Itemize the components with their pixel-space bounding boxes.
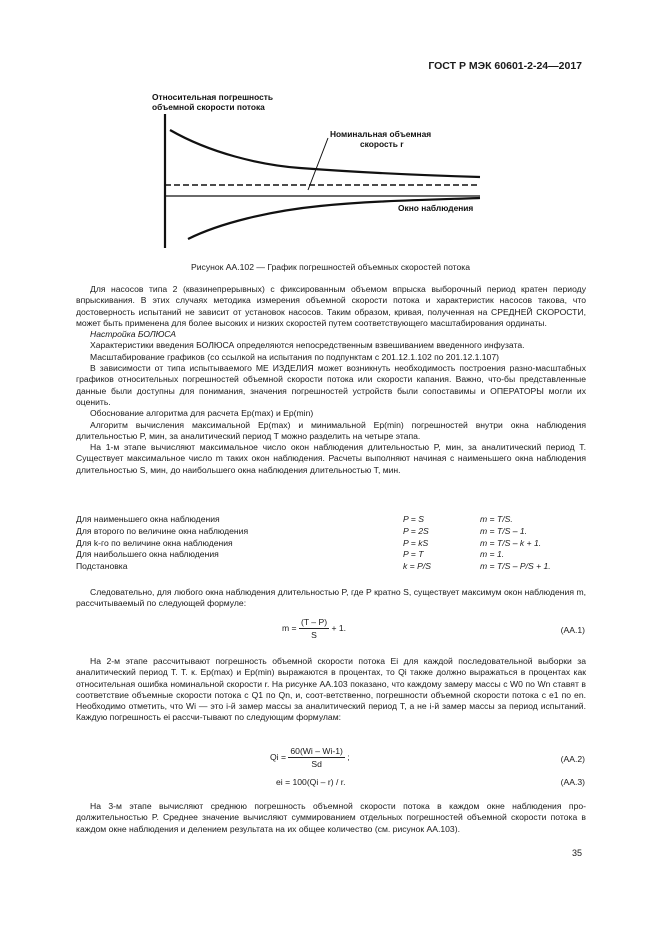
formula-aa2-number: (АА.2): [560, 754, 585, 764]
formula-aa1-lhs: m =: [282, 622, 297, 633]
table-row: [76, 514, 586, 526]
formula-aa1-denominator: S: [311, 630, 317, 640]
body-block-1: [76, 284, 586, 476]
paragraph-p11-block: [76, 801, 586, 835]
row-p: P = S: [403, 514, 424, 524]
formula-aa2-lhs: Qi =: [270, 751, 286, 762]
paragraph-p6: Обоснование алгоритма для расчета Ep(max) и Ep(min): [90, 408, 314, 419]
table-row: [76, 538, 586, 550]
row-p: P = kS: [403, 537, 429, 548]
row-m: m = T/S – 1.: [480, 525, 528, 536]
formula-aa3-number: (АА.3): [560, 777, 585, 787]
table-row: [76, 561, 586, 573]
row-m: m = T/S – P/S + 1.: [480, 561, 551, 572]
paragraph-p7: Алгоритм вычисления максимальной Ep(max) и минимальной Ep(min) погрешностей внутри окна наблюдения длительностью P, мин, за аналитический период T можно разделить на четыре этапа.: [76, 419, 586, 441]
row-m: m = 1.: [480, 549, 505, 560]
paragraph-p3: Характеристики введения БОЛЮСА определяются непосредственным взвешиванием введенного инфузата.: [90, 340, 525, 351]
paragraph-p10: На 2-м этапе рассчитывают погрешность объемной скорости потока Ei для каждой последовательной выборки за аналитический период T. Т. к. Ep(max) и Ep(min) выражаются в процентах, то Qi также должно выражаться в процентах как относительная ошибка номинальной скорости r. На рисунке АА.103 показано, что каждому замеру массы с W0 по Wn ставят в соответствие объемные скорости потока с Q1 по Qn, и, соот-ветственно, погрешности объемной скорости потока с e1 по en. Необходимо отметить, что Wi — это i-й замер массы за аналитический период T, а не i-й замер массы за период испытаний. Каждую погрешность ei рассчи-тывают по следующим формулам:: [76, 656, 586, 723]
row-label: Для наибольшего окна наблюдения: [76, 549, 219, 560]
formula-aa1-number: (АА.1): [560, 625, 585, 635]
paragraph-p8: На 1-м этапе вычисляют максимальное число окон наблюдения длительностью P, мин, за аналитический период T. Существует максимальное число m таких окон наблюдения. Расчеты выполняют начиная с наименьшего окна наблюдения длительностью S, мин, до наибольшего окна наблюдения длительностью T, мин.: [76, 442, 586, 475]
y-axis-label-line1: Относительная погрешность: [152, 93, 274, 102]
formula-aa2-rhs: ;: [347, 751, 350, 762]
formula-aa2-numerator: 60(Wi – Wi-1): [290, 746, 343, 756]
paragraph-bolus-heading: Настройка БОЛЮСА: [90, 329, 176, 340]
row-m: m = T/S – k + 1.: [480, 537, 542, 548]
formula-aa1: [282, 617, 346, 640]
paragraph-p1: Для насосов типа 2 (квазинепрерывных) с фиксированным объемом впрыска выборочный период кратен периоду впрыскивания. В этих случаях методика измерения объемной скорости потока и характеристик насосов такова, что достоверность испытаний не зависит от установок насосов. Таким образом, кривая, полученная на СРЕДНЕЙ СКОРОСТИ, может быть применена для более высоких и низких скоростей путем соответствующего масштабирования ординаты.: [76, 284, 586, 328]
formula-aa1-fraction: [299, 617, 329, 640]
formula-aa2: [270, 746, 350, 769]
standard-header: ГОСТ Р МЭК 60601-2-24—2017: [428, 60, 582, 72]
page-number: 35: [571, 848, 582, 858]
formula-aa1-numerator: (T – P): [300, 617, 328, 627]
row-label: Для второго по величине окна наблюдения: [76, 525, 249, 536]
row-label: Подстановка: [76, 561, 128, 572]
row-p: P = T: [403, 549, 424, 560]
formula-aa3: ei = 100(Qi – r) / r.: [276, 777, 346, 787]
annotation-leader: [308, 138, 328, 190]
window-table: [76, 514, 586, 573]
y-axis-label-line2: объемной скорости потока: [152, 102, 265, 112]
error-graph-figure: [150, 93, 490, 253]
upper-error-curve: [170, 130, 480, 177]
row-m: m = T/S.: [480, 514, 513, 524]
paragraph-p9-block: [76, 587, 586, 610]
table-row: [76, 526, 586, 538]
paragraph-p11: На 3-м этапе вычисляют среднюю погрешность объемной скорости потока в каждом окне наблюдения про-должительностью P. Среднее значение вычисляют суммированием отдельных погрешностей объемной скорости потока в каждом окне наблюдения и делением результата на их общее количество (см. рисунок АА.103).: [76, 801, 586, 834]
formula-aa2-fraction: [288, 746, 345, 769]
row-p: P = 2S: [403, 525, 429, 536]
error-graph: [150, 93, 490, 253]
paragraph-p5: В зависимости от типа испытываемого МЕ ИЗДЕЛИЯ может возникнуть необходимость построения разно-масштабных графиков относительных погрешностей объемной скорости потока или скорости капания. Важно, что-бы представленные данные были доступны для понимания, значения погрешностей устройств были сопоставимы и ОПЕРАТОРЫ могли их оценить.: [76, 363, 586, 407]
paragraph-p9: Следовательно, для любого окна наблюдения длительностью P, где P кратно S, существует максимум окон наблюдения m, рассчитываемый по следующей формуле:: [76, 587, 586, 609]
x-axis-label: Окно наблюдения: [398, 203, 474, 213]
annotation-line2: скорость r: [360, 139, 404, 149]
annotation-line1: Номинальная объемная: [330, 129, 432, 139]
paragraph-p4: Масштабирование графиков (со ссылкой на испытания по подпунктам с 201.12.1.102 по 201.12.1.107): [90, 351, 499, 362]
formula-aa2-denominator: Sd: [311, 759, 322, 769]
row-label: Для k-го по величине окна наблюдения: [76, 537, 233, 548]
paragraph-p10-block: [76, 656, 586, 724]
formula-aa1-rhs: + 1.: [331, 622, 347, 633]
row-p: k = P/S: [403, 561, 431, 572]
figure-caption: Рисунок АА.102 — График погрешностей объемных скоростей потока: [190, 262, 471, 272]
row-label: Для наименьшего окна наблюдения: [76, 514, 220, 524]
table-row: [76, 549, 586, 561]
